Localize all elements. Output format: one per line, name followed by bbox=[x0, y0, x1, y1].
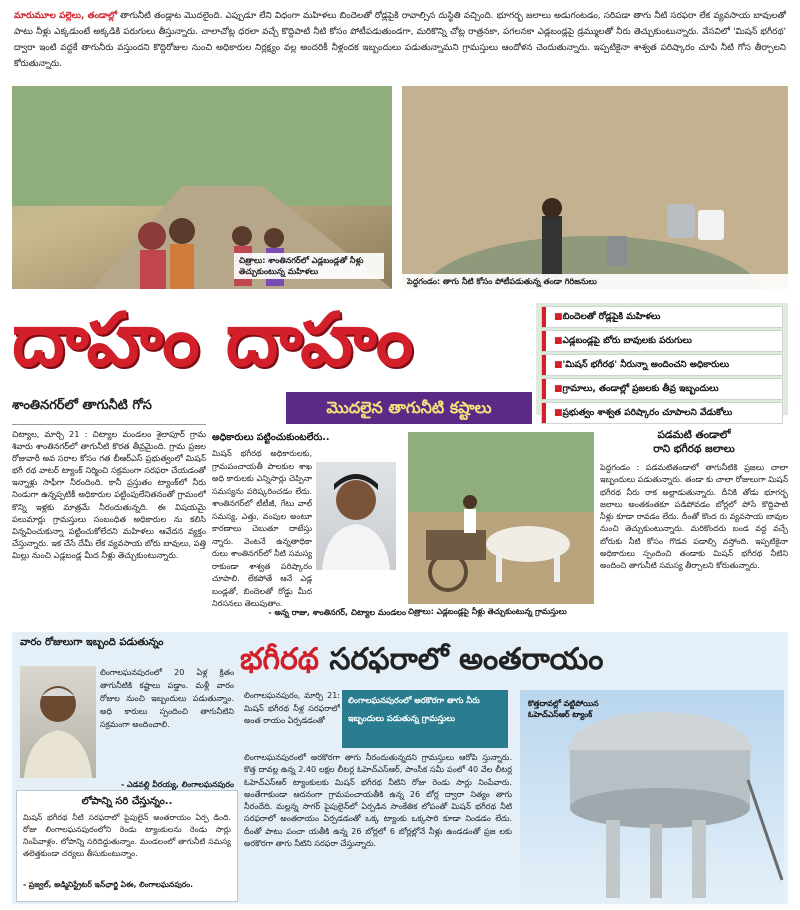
story4-title: వారం రోజులుగా ఇబ్బంది పడుతున్నం bbox=[20, 637, 164, 648]
story1-body: చిట్యాల, మార్చి 21 : చిట్యాల మండలం శైలాపూర్ గ్రామ శివారు శాంతినగర్‌లో తాగునీటి కొరత తీవ్రమైంది. గ్రామ ప్రజల రోజువారీ అవ సరాల కోసం గత బీఆర్ఎస్ ప్రభుత్వంలో మిషన్ భగీ రథ వాటర్ ట్యాంక్ నిర్మించి సక్రమంగా సరఫరా చేయడంతో ఇన్నాళ్లు సాఫీగా నీరందింది. కానీ ప్రస్తుతం ట్యాంక్‌లో నీరు నిండుగా ఉన్నప్పటికీ అధికారుల పట్టింపులేనితనంతో గ్రామంలో కొన్ని ఇళ్లకు మాత్రమే నీరందుతున్నది. ఈ విషయమై పలుమార్లు గ్రామస్తులు సంబంధిత అధికారుల ను కలిసి విన్నవించుకున్నా పట్టించుకోలేదని మహిళలు ఆవేదన వ్యక్తం చేస్తున్నారు. ఇక చేసే దేమీ లేక వ్యవసాయ బోరు బావులు, పత్తి మిల్లు నుంచి ఎడ్లబండ్ల మీద నీళ్లు తెచ్చుకుంటున్నారు. bbox=[12, 429, 206, 560]
story6-body: మిషన్ భగీరథ నీటి సరఫరాలో పైపులైన్ అంతరాయం ఏర్ప డింది. రోజు లింగాలఘనపురంలోని రెండు ట్యాంకులను రెండు సార్లు నింపేవాళ్లం. లోపాన్ని సరిదిద్దుతున్నాం. మండలంలో తాగునీటి సమస్య తలెత్తకుండా చర్యలు తీసుకుంటున్నాం. bbox=[23, 813, 231, 858]
story6-title: లోపాన్ని సరి చేస్తున్నం.. bbox=[81, 796, 173, 807]
photo-bullock-cart bbox=[408, 432, 594, 604]
story3-title-line2: రాని భగీరథ జలాలు bbox=[653, 443, 735, 455]
water-pit-illustration bbox=[402, 86, 788, 289]
mini-bullet: లింగాలఘనపురంలో అరకొరగా తాగు నీరు bbox=[348, 695, 480, 705]
key-point: ■ గ్రామాలు, తండాల్లో ప్రజలకు తీవ్ర ఇబ్బందులు bbox=[542, 379, 782, 399]
intro-text: తాగునీటి తండ్లాట మొదలైంది. ఎప్పుడూ లేని విధంగా మహిళలు బిందెలతో రోడ్లపైకి రావాల్సిన దుస్థితి వచ్చింది. భూగర్భ జలాలు అడుగంటడం, సరిపడా తాగు నీటి సరఫరా లేక వ్యవసాయ బావులతో పాటు నీళ్లు ఎక్కడుంటే అక్కడికి పరుగులు తీస్తున్నారు. చాలాచోట్ల ధరలా వచ్చే కొద్దిపాటి నీటి కోసం పోటీపడుతుండగా, మరికొన్ని చోట్ల రాత్రనకా, పగలనకా ఎడ్లబండ్లపై డ్రమ్ములతో నీరు తెచ్చుకుంటున్నారు. వేసవిలో 'మిషన్ భగీరథ' ద్వారా ఇంటి వద్దకే తాగునీరు వస్తుందని కొద్దిరోజుల నుంచి అధికారుల నిర్లక్ష్యం వల్ల అందరికీ నీళ్లందక ఇబ్బందులు పడుతున్నామని గ్రామస్తులు ఆందోళన చెందుతున్నారు. ఇప్పటికైనా శాశ్వత పరిష్కారం చూపి నీటి గోస తీర్చాలని కోరుతున్నారు. bbox=[14, 11, 787, 69]
story3-title-line1: పడమటి తండాలో bbox=[657, 429, 731, 441]
photo-women-with-pots bbox=[12, 86, 392, 289]
key-point: ■ 'మిషన్ భగీరథ' నీరున్నా అందించని అధికారులు bbox=[542, 355, 782, 375]
story2-title: అధికారులు పట్టించుకుంటలేరు.. bbox=[212, 432, 330, 443]
key-point: ■ ప్రభుత్వం శాశ్వత పరిష్కారం చూపాలని వేడుకోలు bbox=[542, 403, 782, 423]
photo-water-tank bbox=[520, 690, 784, 898]
intro-paragraph bbox=[14, 8, 786, 72]
story4-quote: - ఎడవల్లి వీరయ్య, లింగాలఘనపురం bbox=[121, 780, 234, 789]
story3-body: పెద్దగండం : పడమటితండాలో తాగునీటికి ప్రజలు చాలా ఇబ్బందులు పడుతున్నారు. తండా కు చాలా రోజులుగా మిషన్ భగీరథ నీరు రాక అల్లాడుతున్నారు. దీనికి తోడు భూగర్భ జలాలు అంతకంతకూ పడిపోవడం బోర్లలో పోసే కొద్దిపాటి నీళ్లు కూడా రావడం లేదు. దీంతో కొంద రు వ్యవసాయ బావుల నుంచి తెచ్చుకుంటున్నారు. మరికొందరు బండ వద్ద వచ్చే బోరుకు నీటి కోసం గొడవ పడాల్సి వస్తోంది. ఇప్పటికైనా అధికారులు స్పందించి తండాకు మిషన్ భగీరథ నీటిని అందించి తాగునీటి సమస్య తీర్చాలని కోరుతున్నారు. bbox=[600, 463, 788, 571]
portrait-anna-raju bbox=[316, 462, 396, 570]
key-point: ■ బిందెలతో రోడ్లపైకి మహిళలు bbox=[542, 307, 782, 327]
key-points-box bbox=[536, 303, 788, 418]
story2-quote: - అన్న రాజు, శాంతినగర్, చిట్యాల మండలం bbox=[268, 608, 406, 617]
bullock-cart-illustration bbox=[408, 432, 594, 604]
photo-left-caption: చిత్రాలు: శాంతినగర్‌లో ఎడ్లబండ్లతో నీళ్లు తెచ్చుకుంటున్న మహిళలు bbox=[234, 253, 384, 279]
photo-water-collection bbox=[402, 86, 788, 289]
story2-body: మిషన్ భగీరథ అధికారులకు, గ్రామపంచాయతీ పాలకుల శాఖ అధి కారులకు ఎన్నిసార్లు చెప్పినా సమస్యను పరిష్కరించడం లేదు. శాంతినగర్‌లో టీటీజీ, గేటు వాల్ సమస్య, ఎత్తు, వంపుల అంటూ కారణాలు చెబుతూ దాటేస్తు న్నారు. వెంటనే ఉన్నతాధికా రులు శాంతినగర్‌లో నీటి సమస్య రాకుండా శాశ్వత పరిష్కారం చూపాలి. లేకపోతే ఆనే ఎడ్ల బండ్లతో, బిందెలతో రోడ్డు మీద నిరసనలు తెలుపుతాం. bbox=[212, 449, 312, 608]
story5-body: లింగాలఘనపురంలో అరకొరగా తాగు నీరందుతున్నదని గ్రామస్తులు ఆరోపి స్తున్నారు. కొత్త దావల్ల ఉన్న 2.40 లక్షల లీటర్ల ఓహెచ్‌ఎస్ఆర్, పాంసీక సమీ పంలో 40 వేల లీటర్ల ఓహెచ్‌ఎస్ఆర్ ట్యాంకులకు మిషన్ భగీరథ నీటిని రోజు రెండు సార్లు నింపేవారు. అంతేగాకుండా ఆదనంగా గ్రామపంచాయతీకి ఉన్న 26 బోర్ల ద్వారా నిత్యం తాగు నీరందేది. మల్లన్న సాగర్ పైపులైన్‌లో ఏర్పడిన సాంకేతిక లోపంతో మిషన్ భగీరథ నీటి సరఫరాలో అంతరాయం ఏర్పడడంతో ఒక్క ట్యాంకు ఒక్కసారి కూడా నిండడం లేదు. దీంతో పాటు పంచా యతీకి ఉన్న 26 బోర్లలో 6 బోర్లల్లోనే నీళ్లు ఉండడంతో ప్రజ లకు అరకొరగా తాగు నీటిని సరఫరా చేస్తున్నారు. bbox=[244, 753, 512, 849]
second-headline-black: సరఫరాలో అంతరాయం bbox=[329, 642, 604, 677]
person-portrait-icon bbox=[20, 666, 96, 778]
story5-lead: లింగాలఘనపురం, మార్చి 21: మిషన్ భగీరథ నీళ్ల సరఫరాలో అంత రాయం ఏర్పడడంతో bbox=[244, 691, 340, 725]
story4-body: లింగాలఘనపురంలో 20 ఏళ్ల క్రితం తాగునీటికి కష్టాలు పడ్డాం. మళ్లీ వారం రోజుల నుంచి ఇబ్బందులు పడుతున్నాం. అధి కారులు స్పందించి తాగునీటిని సక్రమంగా అందించాలి. bbox=[100, 668, 234, 729]
story6-box bbox=[16, 790, 238, 902]
mini-bullet: ఇబ్బందులు పడుతున్న గ్రామస్తులు bbox=[348, 713, 455, 723]
mini-bullets-box bbox=[342, 690, 508, 748]
person-portrait-icon bbox=[316, 462, 396, 570]
photo-cattle-caption: చిత్రాలు: ఎడ్లబండ్లపై నీళ్లు తెచ్చుకుంటున్న గ్రామస్తులు bbox=[408, 607, 567, 616]
main-headline: దాహం దాహం bbox=[12, 297, 414, 383]
story1-title: శాంతినగర్‌లో తాగునీటి గోస bbox=[12, 398, 152, 413]
key-point: ■ ఎడ్లబండ్లపై బోరు బావులకు పరుగులు bbox=[542, 331, 782, 351]
story6-quote: - ప్రజ్వల్, అడ్మినిస్ట్రేటర్ ఇన్‌ఛార్జి ఏఈ, లింగాలఘనపురం. bbox=[23, 880, 194, 889]
tank-caption: కొత్తదావల్లో వట్టిపోయిన ఓహెచ్‌ఎస్ఆర్ ట్యాంక్ bbox=[528, 699, 599, 719]
divider bbox=[12, 424, 206, 425]
subheadline-band: మొదలైన తాగునీటి కష్టాలు bbox=[286, 392, 532, 424]
overhead-tank-illustration bbox=[520, 690, 784, 898]
portrait-veerayya bbox=[20, 666, 96, 778]
second-headline-red: భగీరథ bbox=[240, 642, 319, 677]
story3-title bbox=[600, 428, 788, 456]
photo-right-caption: పెద్దగండం: తాగు నీటి కోసం పోటీపడుతున్న తండా గిరిజనులు bbox=[402, 274, 788, 289]
intro-lead: మారుమూల పల్లెలు, తండాల్లో bbox=[14, 11, 117, 21]
second-headline bbox=[240, 638, 788, 682]
